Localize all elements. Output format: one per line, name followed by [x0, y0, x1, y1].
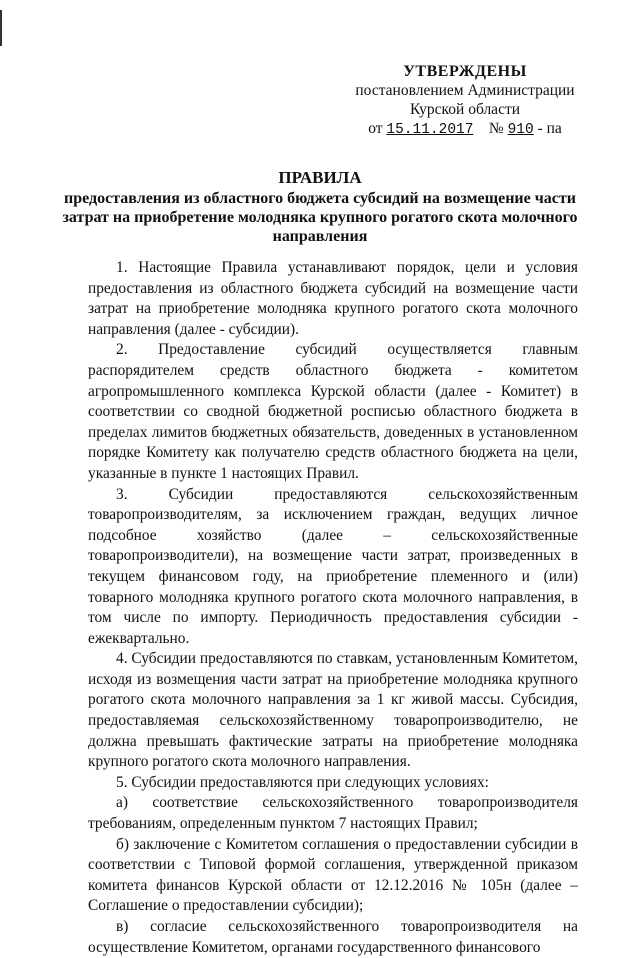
date-prefix: от	[368, 120, 383, 137]
approval-stamp	[350, 62, 580, 140]
approval-number: 910	[507, 122, 534, 138]
paragraph-2: 2. Предоставление субсидий осуществляется главным распорядителем средств областного бюджета - комитетом агропромышленного комплекса Курской области (далее - Комитет) в соответствии со сводной бюджетной росписью областного бюджета в пределах лимитов бюджетных обязательств, доведенных в установленном порядке Комитету как получателю средств областного бюджета на цели, указанные в пункте 1 настоящих Правил.	[88, 341, 578, 482]
number-suffix: - па	[537, 120, 562, 137]
title-main: ПРАВИЛА	[278, 168, 362, 187]
paragraph-5c: в) согласие сельскохозяйственного товаропроизводителя на осуществление Комитетом, органами государственного финансового	[88, 918, 578, 956]
paragraph-5b: б) заключение с Комитетом соглашения о предоставлении субсидии в соответствии с Типовой формой соглашения, утвержденной приказом комитета финансов Курской области от 12.12.2016 № 105н (далее – Соглашение о предоставлении субсидии);	[88, 835, 578, 915]
approval-line-2: Курской области	[409, 101, 521, 118]
number-prefix: №	[488, 120, 504, 137]
approval-line-1: постановлением Администрации	[355, 82, 575, 99]
document-title	[60, 168, 580, 246]
paragraph-1: 1. Настоящие Правила устанавливают порядок, цели и условия предоставления из областного бюджета субсидий на возмещение части затрат на приобретение молодняка крупного рогатого скота молочного направления (далее - субсидии).	[88, 259, 578, 338]
paragraph-5: 5. Субсидии предоставляются при следующих условиях:	[116, 773, 489, 791]
paragraph-4: 4. Субсидии предоставляются по ставкам, установленным Комитетом, исходя из возмещения части затрат на приобретение молодняка крупного рогатого скота молочного направления за 1 кг живой массы. Субсидия, предоставляемая сельскохозяйственному товаропроизводителю, не должна превышать фактические затраты на приобретение молодняка крупного рогатого скота молочного направления.	[88, 650, 578, 771]
approval-date-line	[350, 119, 580, 140]
approval-heading: УТВЕРЖДЕНЫ	[403, 63, 527, 80]
paragraph-5a: а) соответствие сельскохозяйственного товаропроизводителя требованиям, определенным пунктом 7 настоящих Правил;	[88, 794, 578, 833]
title-subtitle: предоставления из областного бюджета субсидий на возмещение части затрат на приобретение молодняка крупного рогатого скота молочного направления	[62, 190, 578, 245]
document-body	[88, 258, 578, 958]
approval-date: 15.11.2017	[386, 122, 474, 138]
scan-edge-mark	[0, 10, 2, 46]
paragraph-3: 3. Субсидии предоставляются сельскохозяйственным товаропроизводителям, за исключением граждан, ведущих личное подсобное хозяйство (далее – сельскохозяйственные товаропроизводители), на возмещение части затрат, произведенных в текущем финансовом году, на приобретение племенного и (или) товарного молодняка крупного рогатого скота молочного направления, в том числе по импорту. Периодичность предоставления субсидии - ежеквартально.	[88, 485, 578, 647]
